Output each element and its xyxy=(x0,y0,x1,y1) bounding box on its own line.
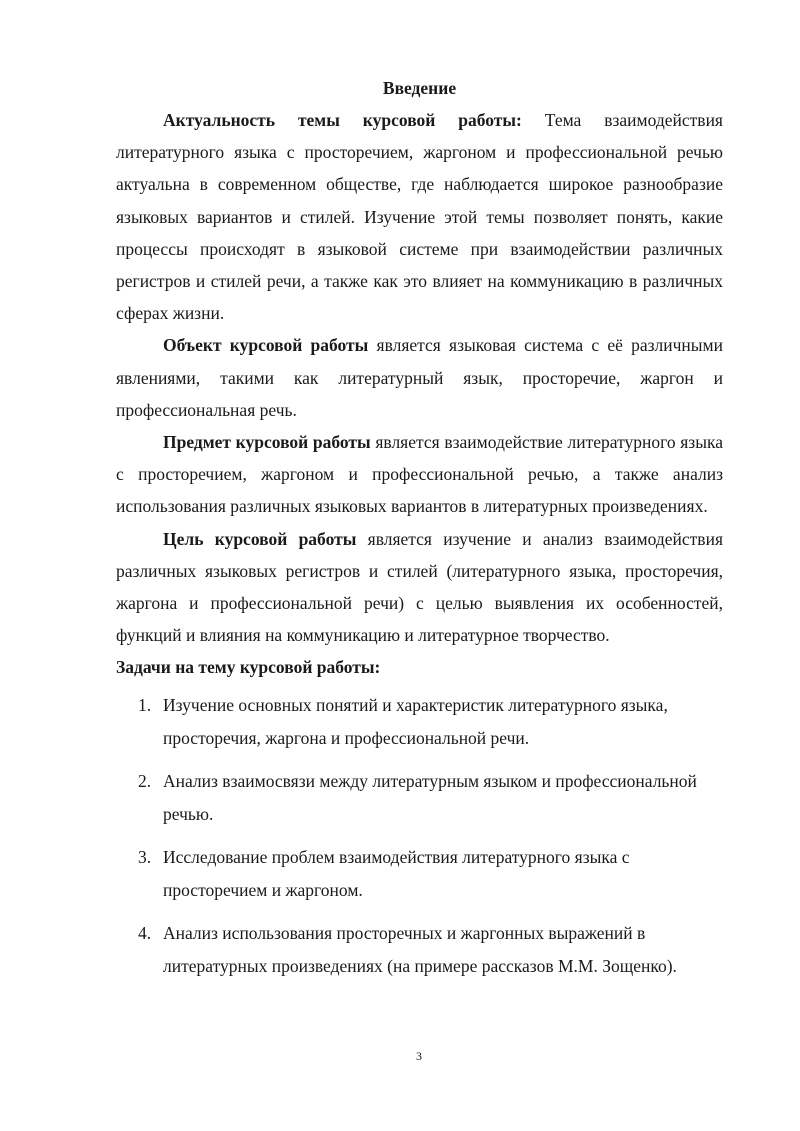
paragraph-text: является языковая система с её различными явлениями, такими как литературный язык, просторечие, жаргон и профессиональная речь. xyxy=(116,335,723,420)
list-item-number: 4. xyxy=(138,923,152,944)
paragraph-subject xyxy=(116,426,723,523)
page-title: Введение xyxy=(382,78,457,98)
paragraph-lead: Объект курсовой работы xyxy=(163,335,369,356)
list-item-number: 2. xyxy=(138,771,152,792)
list-item-text: Анализ взаимосвязи между литературным языком и профессиональной речью. xyxy=(163,771,697,824)
list-item xyxy=(116,917,723,982)
list-item-number: 3. xyxy=(138,847,152,868)
tasks-heading: Задачи на тему курсовой работы: xyxy=(116,657,381,678)
paragraph-object xyxy=(116,329,723,426)
paragraph-relevance xyxy=(116,104,723,329)
list-item-text: Изучение основных понятий и характеристик литературного языка, просторечия, жаргона и профессиональной речи. xyxy=(163,695,668,748)
paragraph-text: Тема взаимодействия литературного языка с просторечием, жаргоном и профессиональной речью актуальна в современном обществе, где наблюдается широкое разнообразие языковых вариантов и стилей. Изучение этой темы позволяет понять, какие процессы происходят в языковой системе при взаимодействии различных регистров и стилей речи, а также как это влияет на коммуникацию в различных сферах жизни. xyxy=(116,110,723,324)
page-content xyxy=(116,72,723,993)
list-item xyxy=(116,765,723,830)
list-item-text: Исследование проблем взаимодействия литературного языка с просторечием и жаргоном. xyxy=(163,847,630,900)
list-item-text: Анализ использования просторечных и жаргонных выражений в литературных произведениях (на примере рассказов М.М. Зощенко). xyxy=(163,923,677,976)
task-list xyxy=(116,689,723,982)
paragraph-text: является изучение и анализ взаимодействия различных языковых регистров и стилей (литературного языка, просторечия, жаргона и профессиональной речи) с целью выявления их особенностей, функций и влияния на коммуникацию и литературное творчество. xyxy=(116,528,723,646)
paragraph-lead: Цель курсовой работы xyxy=(163,528,357,549)
list-item xyxy=(116,841,723,906)
paragraph-lead: Предмет курсовой работы xyxy=(163,432,371,453)
paragraph-lead: Актуальность темы курсовой работы: xyxy=(163,110,522,130)
paragraph-text: является взаимодействие литературного языка с просторечием, жаргоном и профессиональной речью, а также анализ использования различных языковых вариантов в литературных произведениях. xyxy=(116,432,723,517)
page-number: 3 xyxy=(416,1049,422,1063)
list-item xyxy=(116,689,723,754)
list-item-number: 1. xyxy=(138,695,152,716)
paragraph-goal xyxy=(116,523,723,652)
